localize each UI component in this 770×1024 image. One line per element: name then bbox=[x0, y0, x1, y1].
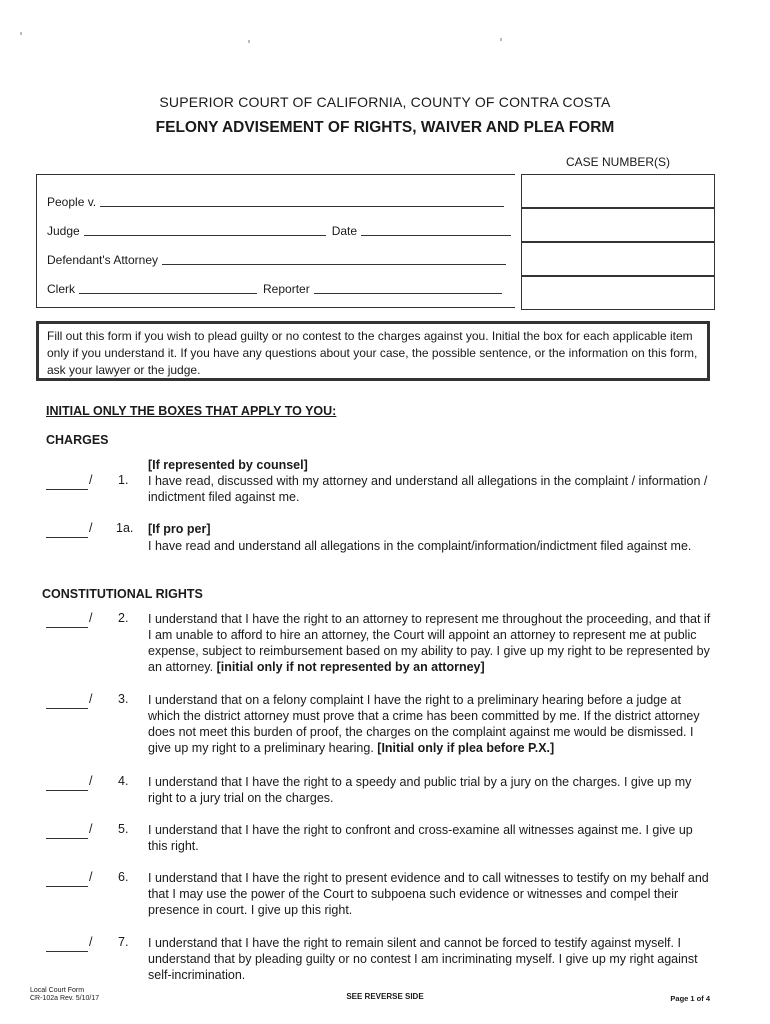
reporter-label: Reporter bbox=[263, 282, 310, 296]
date-label: Date bbox=[331, 224, 358, 238]
item-3-text: I understand that on a felony complaint I have the right to a preliminary hearing before a judge at which the district attorney must prove that a crime has been committed by me. If the district attorney does not meet this burden of proof, the charges on the complaint against me would be dismissed. I give up my right to a preliminary hearing. bbox=[148, 693, 700, 755]
item-3-text-block bbox=[148, 692, 714, 756]
see-reverse-side: SEE REVERSE SIDE bbox=[346, 992, 424, 1001]
scan-speck bbox=[500, 38, 502, 41]
case-number-label: CASE NUMBER(S) bbox=[565, 155, 670, 169]
charges-heading: CHARGES bbox=[46, 433, 109, 447]
item-1a-heading: [If pro per] bbox=[148, 522, 211, 536]
item-3-initial-box[interactable] bbox=[46, 694, 88, 709]
item-1a-text: I have read and understand all allegations in the complaint/information/indictment filed against me. bbox=[148, 539, 692, 553]
item-5-initial-box[interactable] bbox=[46, 824, 88, 839]
item-5-text: I understand that I have the right to confront and cross-examine all witnesses against me. I give up this right. bbox=[148, 823, 693, 853]
scan-speck bbox=[20, 32, 22, 35]
case-number-box-4[interactable] bbox=[521, 276, 715, 310]
item-1-number: 1. bbox=[118, 473, 129, 487]
form-id-line-2: CR-102a Rev. 5/10/17 bbox=[30, 995, 100, 1002]
item-6-slash: / bbox=[89, 870, 93, 884]
clerk-row bbox=[47, 282, 502, 296]
item-1-initial-box[interactable] bbox=[46, 475, 88, 490]
form-id-line-1: Local Court Form bbox=[30, 987, 85, 994]
item-4-initial-box[interactable] bbox=[46, 776, 88, 791]
form-title: FELONY ADVISEMENT OF RIGHTS, WAIVER AND PLEA FORM bbox=[155, 119, 615, 136]
clerk-label: Clerk bbox=[47, 282, 76, 296]
case-number-box-1[interactable] bbox=[521, 174, 715, 208]
judge-field[interactable] bbox=[84, 235, 326, 236]
item-5-number: 5. bbox=[118, 822, 129, 836]
item-3-note: [Initial only if plea before P.X.] bbox=[373, 741, 555, 755]
item-4-number: 4. bbox=[118, 774, 129, 788]
item-2-number: 2. bbox=[118, 611, 129, 625]
judge-row bbox=[47, 224, 511, 238]
item-2-slash: / bbox=[89, 611, 93, 625]
item-1a-number: 1a. bbox=[116, 521, 134, 535]
item-3-number: 3. bbox=[118, 692, 129, 706]
item-7-initial-box[interactable] bbox=[46, 937, 88, 952]
case-info-box bbox=[36, 174, 515, 308]
people-row bbox=[47, 195, 504, 209]
attorney-row bbox=[47, 253, 506, 267]
constitutional-rights-heading: CONSTITUTIONAL RIGHTS bbox=[42, 587, 203, 601]
instructions-box: Fill out this form if you wish to plead guilty or no contest to the charges against you. Initial the box for each applicable item only if you understand it. If you have any questions about your case, the possible sentence, or the information on this form, ask your lawyer or the judge. bbox=[36, 321, 710, 381]
scan-speck bbox=[248, 40, 250, 43]
item-4-slash: / bbox=[89, 774, 93, 788]
case-number-box-2[interactable] bbox=[521, 208, 715, 242]
item-7-slash: / bbox=[89, 935, 93, 949]
court-name: SUPERIOR COURT OF CALIFORNIA, COUNTY OF CONTRA COSTA bbox=[159, 94, 611, 110]
item-2-text-block bbox=[148, 611, 714, 675]
item-6-number: 6. bbox=[118, 870, 129, 884]
reporter-field[interactable] bbox=[314, 293, 502, 294]
item-6-text: I understand that I have the right to present evidence and to call witnesses to testify on my behalf and that I may use the power of the Court to subpoena such evidence or witnesses and compel their presence in court. I give up this right. bbox=[148, 871, 709, 917]
attorney-field[interactable] bbox=[162, 264, 506, 265]
people-label: People v. bbox=[47, 195, 97, 209]
item-3-slash: / bbox=[89, 692, 93, 706]
item-7-text: I understand that I have the right to remain silent and cannot be forced to testify against myself. I understand that by pleading guilty or no contest I am incriminating myself. I give up my right against self-incrimination. bbox=[148, 936, 698, 982]
item-4-text: I understand that I have the right to a speedy and public trial by a jury on the charges. I give up my right to a jury trial on the charges. bbox=[148, 775, 692, 805]
item-1a-slash: / bbox=[89, 521, 93, 535]
date-field[interactable] bbox=[361, 235, 511, 236]
judge-label: Judge bbox=[47, 224, 80, 238]
item-2-text: I understand that I have the right to an attorney to represent me throughout the proceeding, and that if I am unable to afford to hire an attorney, the Court will appoint an attorney to represent me at public expense, subject to reimbursement based on my ability to pay. I give up my right to be represented by an attorney. bbox=[148, 612, 711, 674]
item-1-text: I have read, discussed with my attorney and understand all allegations in the complaint / information / indictment filed against me. bbox=[148, 474, 708, 504]
item-2-note: [initial only if not represented by an attorney] bbox=[213, 660, 485, 674]
item-7-number: 7. bbox=[118, 935, 129, 949]
page-number: Page 1 of 4 bbox=[670, 994, 710, 1003]
item-6-initial-box[interactable] bbox=[46, 872, 88, 887]
item-5-slash: / bbox=[89, 822, 93, 836]
attorney-label: Defendant's Attorney bbox=[47, 253, 159, 267]
item-1a-initial-box[interactable] bbox=[46, 523, 88, 538]
item-2-initial-box[interactable] bbox=[46, 613, 88, 628]
initial-only-heading: INITIAL ONLY THE BOXES THAT APPLY TO YOU: bbox=[46, 404, 337, 418]
clerk-field[interactable] bbox=[79, 293, 257, 294]
people-field[interactable] bbox=[100, 206, 504, 207]
item-1-heading: [If represented by counsel] bbox=[148, 458, 308, 472]
case-number-box-3[interactable] bbox=[521, 242, 715, 276]
item-1-slash: / bbox=[89, 473, 93, 487]
